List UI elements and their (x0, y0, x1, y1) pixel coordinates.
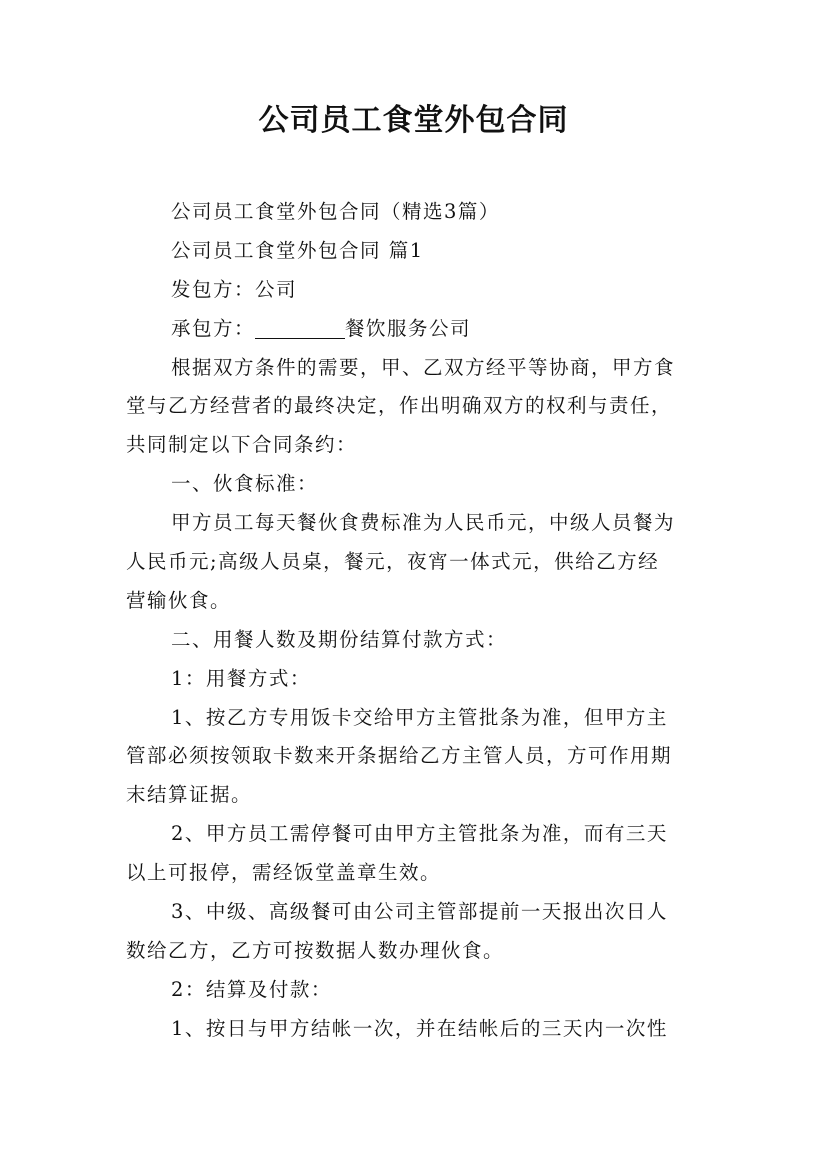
contractor-label: 承包方： (171, 316, 256, 340)
section-heading: 二、用餐人数及期份结算付款方式： (171, 627, 508, 651)
paragraph-line: 发包方：公司 (171, 277, 298, 301)
subsection-heading: 1：用餐方式： (171, 666, 311, 690)
blank-underline (255, 316, 345, 339)
paragraph-line: 公司员工食堂外包合同 篇1 (171, 238, 424, 262)
paragraph-line: 数给乙方，乙方可按数据人数办理伙食。 (126, 938, 505, 962)
contractor-line (126, 310, 706, 349)
paragraph-line: 共同制定以下合同条约： (126, 433, 358, 457)
paragraph-line: 3、中级、高级餐可由公司主管部提前一天报出次日人 (171, 900, 668, 924)
paragraph-line: 2、甲方员工需停餐可由甲方主管批条为准，而有三天 (171, 822, 668, 846)
paragraph-line: 堂与乙方经营者的最终决定，作出明确双方的权利与责任， (126, 394, 673, 418)
paragraph-line: 根据双方条件的需要，甲、乙双方经平等协商，甲方食 (171, 355, 676, 379)
paragraph-line: 1、按日与甲方结帐一次，并在结帐后的三天内一次性 (171, 1016, 668, 1040)
document-title: 公司员工食堂外包合同 (258, 103, 569, 138)
paragraph-line: 人民币元;高级人员桌，餐元，夜宵一体式元，供给乙方经 (126, 550, 660, 574)
contractor-name: 餐饮服务公司 (345, 316, 472, 340)
paragraph-line: 1、按乙方专用饭卡交给甲方主管批条为准，但甲方主 (171, 705, 668, 729)
paragraph-line: 营输伙食。 (126, 588, 232, 612)
paragraph-line: 甲方员工每天餐伙食费标准为人民币元，中级人员餐为 (171, 511, 676, 535)
paragraph-line: 末结算证据。 (126, 783, 253, 807)
paragraph-line: 以上可报停，需经饭堂盖章生效。 (126, 861, 442, 885)
document-body (126, 193, 706, 1049)
paragraph-line: 公司员工食堂外包合同（精选3篇） (171, 200, 500, 223)
section-heading: 一、伙食标准： (171, 472, 319, 496)
subsection-heading: 2：结算及付款： (171, 977, 332, 1001)
paragraph-line: 管部必须按领取卡数来开条据给乙方主管人员，方可作用期 (126, 744, 673, 768)
